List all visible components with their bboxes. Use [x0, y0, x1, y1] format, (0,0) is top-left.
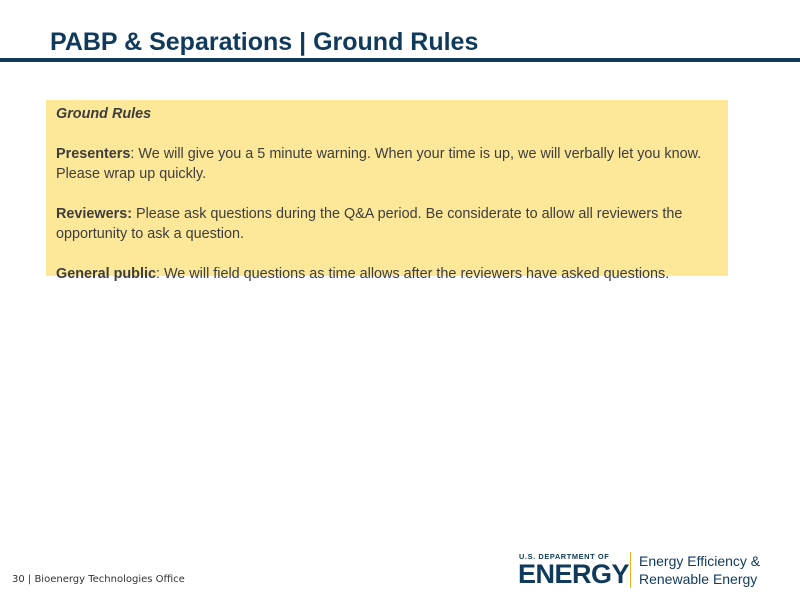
- rule-label: General public: [56, 266, 156, 282]
- rule-text: We will give you a 5 minute warning. When your time is up, we will verbally let you know. Please wrap up quickly.: [56, 146, 702, 182]
- logo-department-text: U.S. DEPARTMENT OF: [519, 552, 610, 561]
- logo-office-line-1: Energy Efficiency &: [639, 553, 761, 569]
- rule-presenters: [56, 144, 718, 184]
- rule-label: Reviewers:: [56, 206, 132, 222]
- logo-divider: [630, 552, 631, 588]
- doe-eere-logo: [519, 552, 764, 590]
- rule-label: Presenters: [56, 146, 131, 162]
- ground-rules-box: [46, 100, 728, 282]
- logo-energy-text: ENERGY: [518, 559, 630, 589]
- rule-separator: :: [155, 266, 164, 282]
- logo-office-line-2: Renewable Energy: [639, 571, 758, 587]
- rule-general-public: [56, 264, 718, 284]
- rule-text: We will field questions as time allows after the reviewers have asked questions.: [163, 266, 670, 282]
- slide-footer: 30 | Bioenergy Technologies Office: [12, 574, 185, 585]
- title-divider: [0, 58, 800, 62]
- rule-text: Please ask questions during the Q&A period. Be considerate to allow all reviewers the opportunity to ask a question.: [56, 206, 683, 242]
- ground-rules-heading: Ground Rules: [56, 106, 152, 122]
- rule-reviewers: [56, 204, 718, 244]
- logo-office-text: [639, 552, 760, 588]
- rule-separator: :: [130, 146, 139, 162]
- slide-title: PABP & Separations | Ground Rules: [50, 28, 479, 56]
